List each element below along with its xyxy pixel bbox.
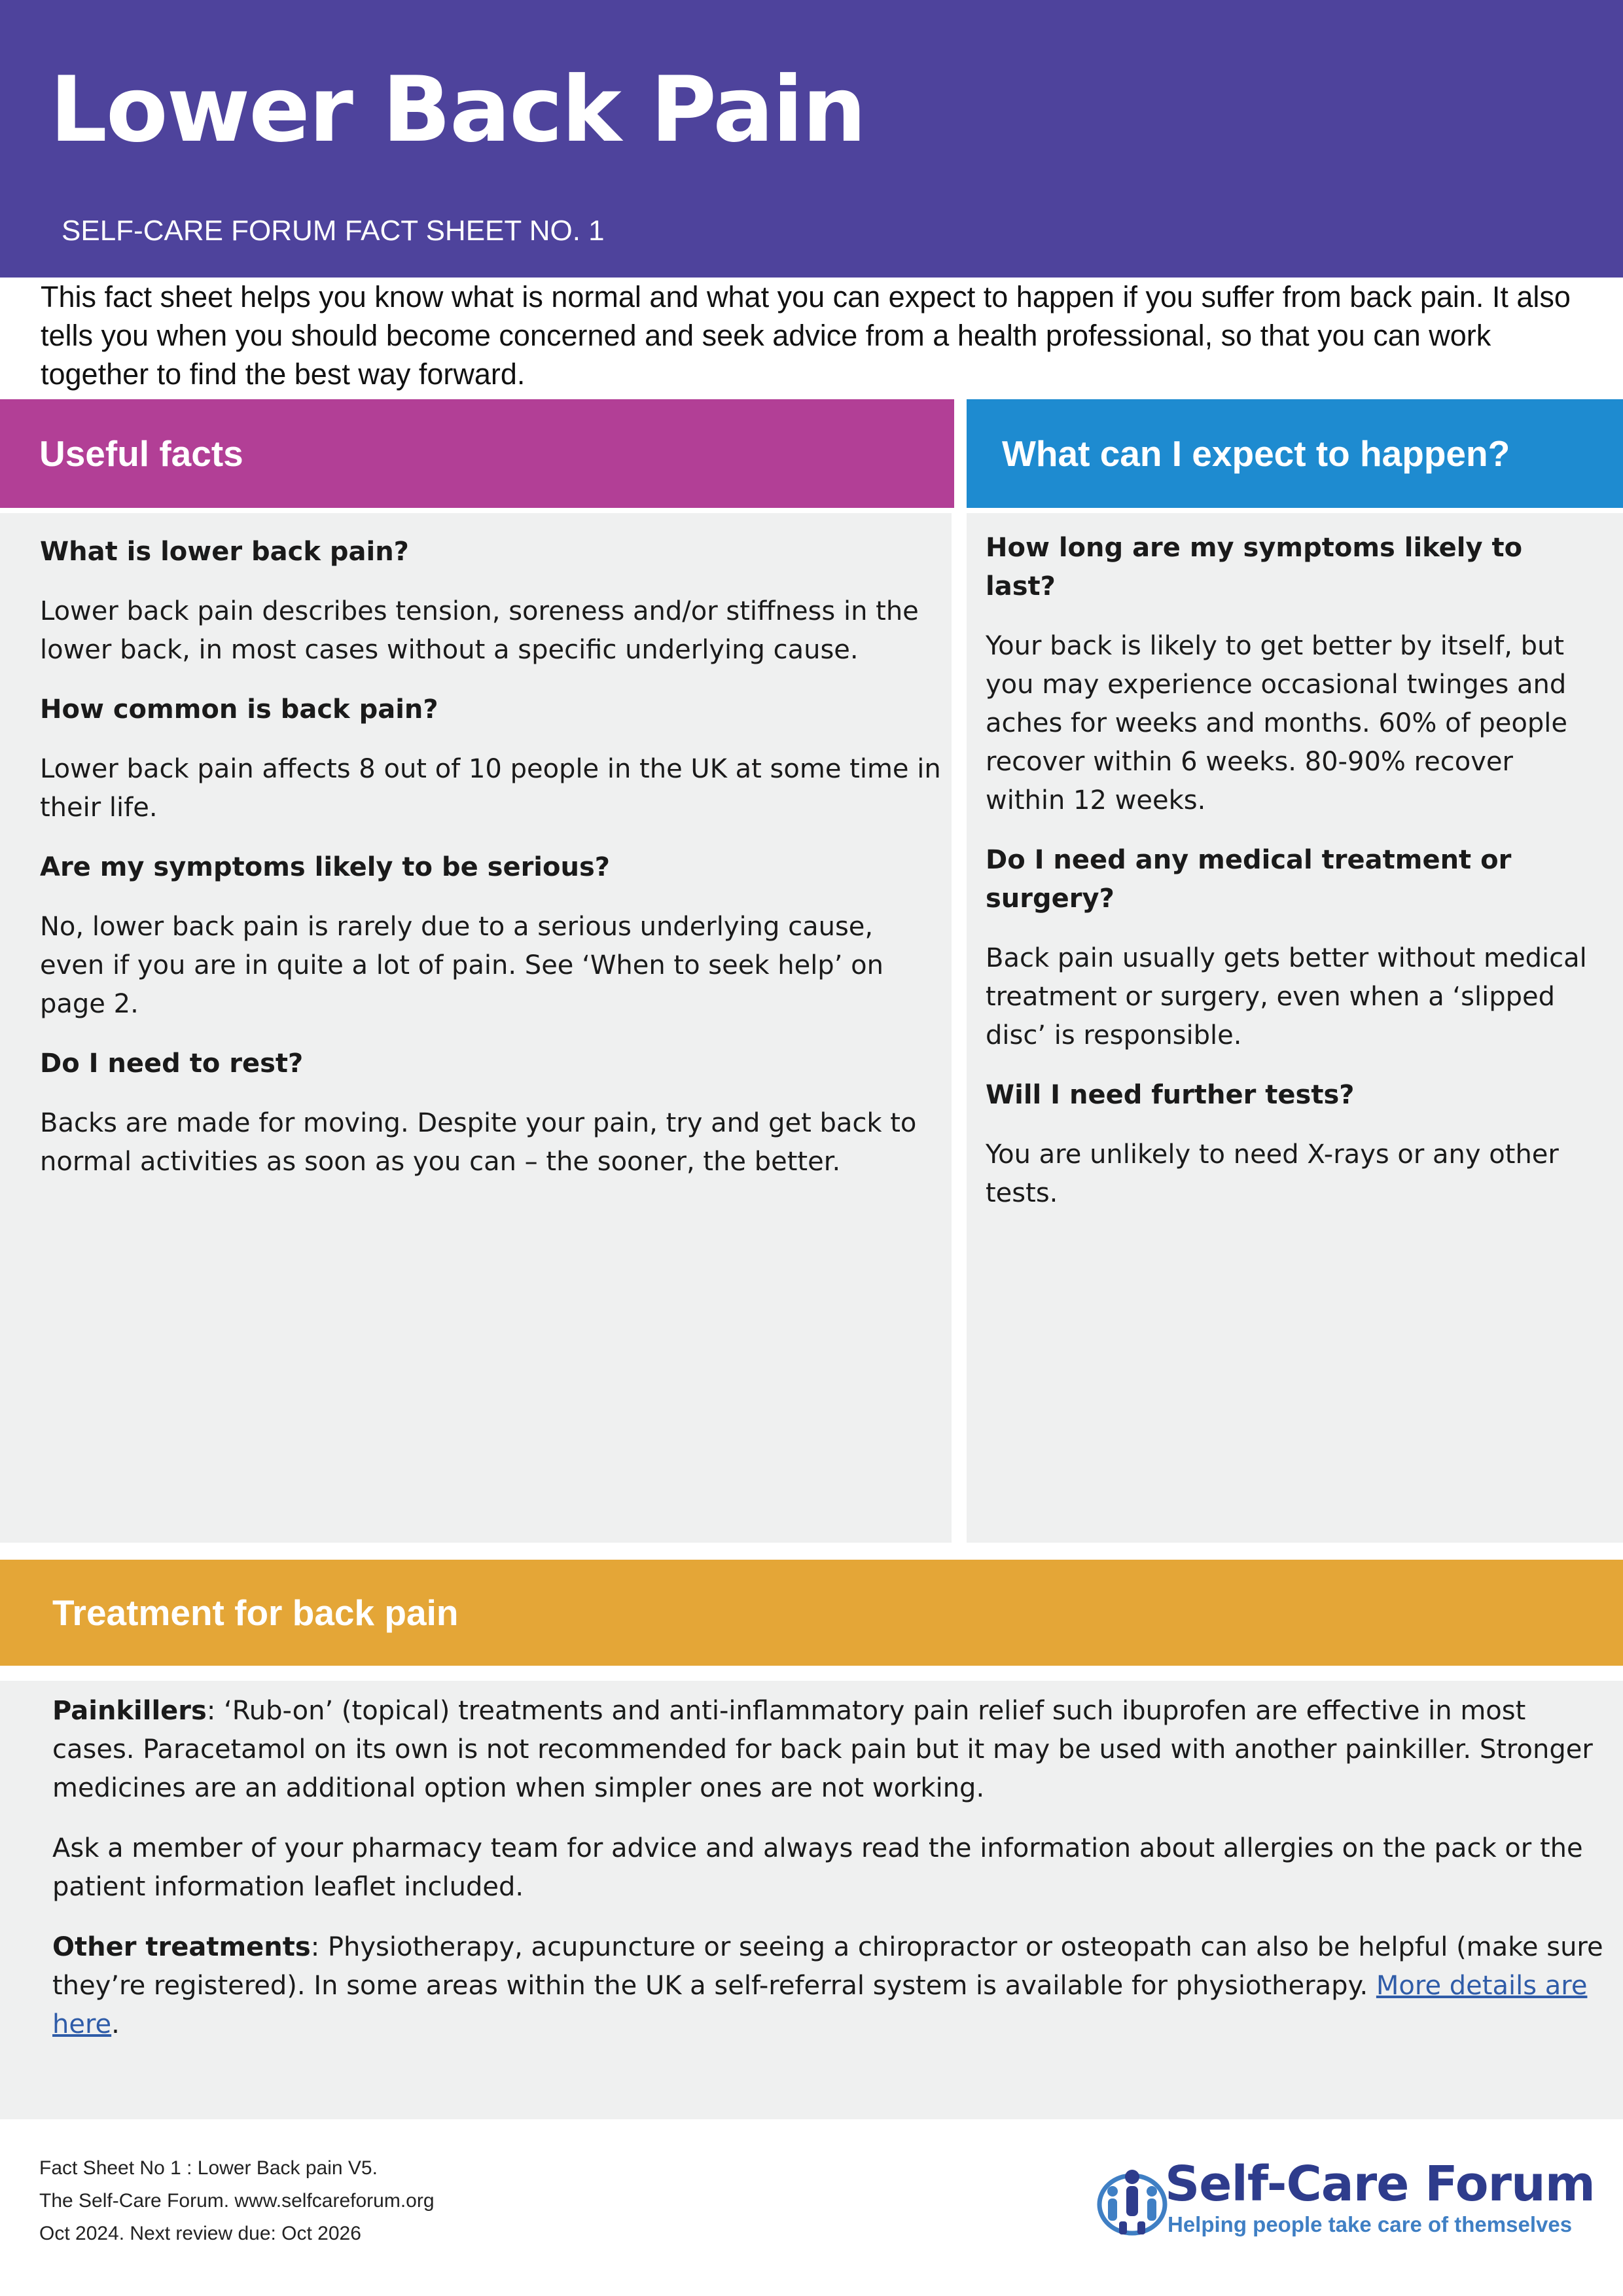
useful-facts-heading: Useful facts [39,433,243,474]
treatment-content [52,1692,1610,2066]
footer-info [39,2152,435,2250]
link-punctuation: . [111,2009,120,2039]
question-heading: Will I need further tests? [986,1080,1355,1110]
footer-line: Fact Sheet No 1 : Lower Back pain V5. [39,2157,378,2179]
answer-text: Lower back pain describes tension, soreness and/or stiffness in the lower back, in most cases without a specific underlying cause. [40,596,919,665]
expect-header [967,399,1623,508]
intro-paragraph: This fact sheet helps you know what is normal and what you can expect to happen if you suffer from back pain. It also tells you when you should become concerned and seek advice from a health professional, so that you can work together to find the best way forward. [41,280,1571,391]
useful-facts-header [0,399,954,508]
question-heading: What is lower back pain? [40,537,409,567]
page-subtitle: SELF-CARE FORUM FACT SHEET NO. 1 [62,215,605,247]
question-heading: Do I need to rest? [40,1049,304,1079]
pharmacy-paragraph: Ask a member of your pharmacy team for advice and always read the information about allergies on the pack or the patient information leaflet included. [52,1833,1583,1902]
answer-text: You are unlikely to need X-rays or any other tests. [986,1139,1559,1208]
people-figures-icon [1093,2164,1171,2237]
logo-name: Self-Care Forum [1165,2156,1595,2212]
question-heading: How long are my symptoms likely to last? [986,533,1523,601]
useful-facts-content [40,533,943,1202]
logo-tagline: Helping people take care of themselves [1168,2212,1573,2236]
question-heading: Do I need any medical treatment or surgery? [986,845,1512,914]
painkillers-label: Painkillers [52,1696,207,1726]
page-title: Lower Back Pain [50,57,865,162]
footer-line: The Self-Care Forum. www.selfcareforum.org [39,2190,435,2212]
answer-text: No, lower back pain is rarely due to a serious underlying cause, even if you are in quite a lot of pain. See ‘When to seek help’ on page 2. [40,912,883,1019]
more-details-link[interactable]: More details are here [52,1971,1588,2039]
question-heading: Are my symptoms likely to be serious? [40,852,610,882]
treatment-header [0,1560,1623,1666]
question-heading: How common is back pain? [40,694,438,725]
painkillers-paragraph [52,1692,1610,1808]
other-treatments-text: : Physiotherapy, acupuncture or seeing a chiropractor or osteopath can also be helpful (make sure they’re registered). In some areas within the UK a self-referral system is available for physiotherapy. [52,1932,1603,2001]
answer-text: Backs are made for moving. Despite your pain, try and get back to normal activities as soon as you can – the sooner, the better. [40,1108,917,1177]
other-treatments-paragraph [52,1928,1610,2044]
answer-text: Lower back pain affects 8 out of 10 people in the UK at some time in their life. [40,754,941,823]
answer-text: Your back is likely to get better by itself, but you may experience occasional twinges and aches for weeks and months. 60% of people recover within 6 weeks. 80-90% recover within 12 weeks. [986,631,1567,816]
expect-content [986,529,1594,1234]
expect-heading: What can I expect to happen? [1002,433,1510,474]
other-treatments-label: Other treatments [52,1932,311,1962]
footer-line: Oct 2024. Next review due: Oct 2026 [39,2223,361,2244]
self-care-forum-logo [1093,2156,1595,2242]
answer-text: Back pain usually gets better without medical treatment or surgery, even when a ‘slipped disc’ is responsible. [986,943,1587,1050]
painkillers-text: : ‘Rub-on’ (topical) treatments and anti-inflammatory pain relief such ibuprofen are effective in most cases. Paracetamol on its own is not recommended for back pain but it may be used with another painkiller. Stronger medicines are an additional option when simpler ones are not working. [52,1696,1593,1803]
treatment-heading: Treatment for back pain [52,1592,459,1633]
